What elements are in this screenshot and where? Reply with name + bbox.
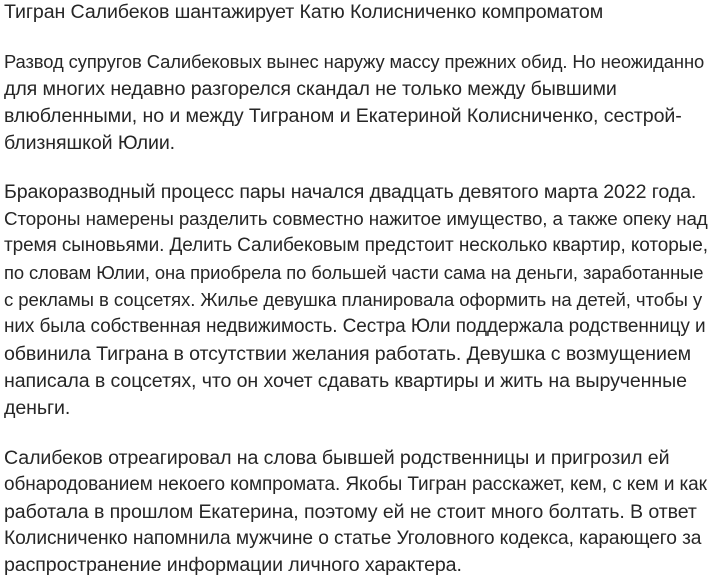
paragraph-line: Салибеков отреагировал на слова бывшей родственницы и пригрозил ей [4, 447, 670, 469]
paragraph-line: обвинила Тиграна в отсутствии желания работать. Девушка с возмущением [4, 343, 691, 365]
paragraph-line: написала в соцсетях, что он хочет сдавать квартиры и жить на вырученные [4, 370, 687, 392]
paragraph-line: влюбленными, но и между Тиграном и Екатериной Колисниченко, сестрой- [4, 105, 682, 127]
paragraph-line: Бракоразводный процесс пары начался двадцать девятого марта 2022 года. [4, 181, 697, 203]
paragraph-line: работала в прошлом Екатерина, поэтому ей не стоит много болтать. В ответ [4, 501, 697, 523]
paragraph-line: тремя сыновьями. Делить Салибековым предстоит несколько квартир, которые, [4, 235, 708, 256]
paragraph-line: по словам Юлии, она приобрела по большей части сама на деньги, заработанные [4, 262, 704, 283]
paragraph-line: распространение информации личного характера. [4, 554, 462, 576]
paragraph-line: обнародованием некоего компромата. Якобы Тигран расскажет, кем, с кем и как [4, 474, 707, 495]
paragraph-line: с рекламы в соцсетях. Жилье девушка планировала оформить на детей, чтобы у [4, 289, 703, 310]
paragraph-line: Стороны намерены разделить совместно нажитое имущество, а также опеку над [4, 208, 708, 229]
paragraph-line: для многих недавно разгорелся скандал не только между бывшими [4, 78, 617, 100]
paragraph-line: Колисниченко напомнила мужчине о статье Уголовного кодекса, карающего за [4, 528, 702, 549]
paragraph-line: деньги. [4, 397, 71, 419]
article-title: Тигран Салибеков шантажирует Катю Колисниченко компроматом [4, 1, 604, 23]
paragraph-line: Развод супругов Салибековых вынес наружу массу прежних обид. Но неожиданно [4, 51, 705, 72]
paragraph-line: близняшкой Юлии. [4, 132, 176, 154]
paragraph-line: них была собственная недвижимость. Сестра Юли поддержала родственницу и [4, 316, 706, 337]
